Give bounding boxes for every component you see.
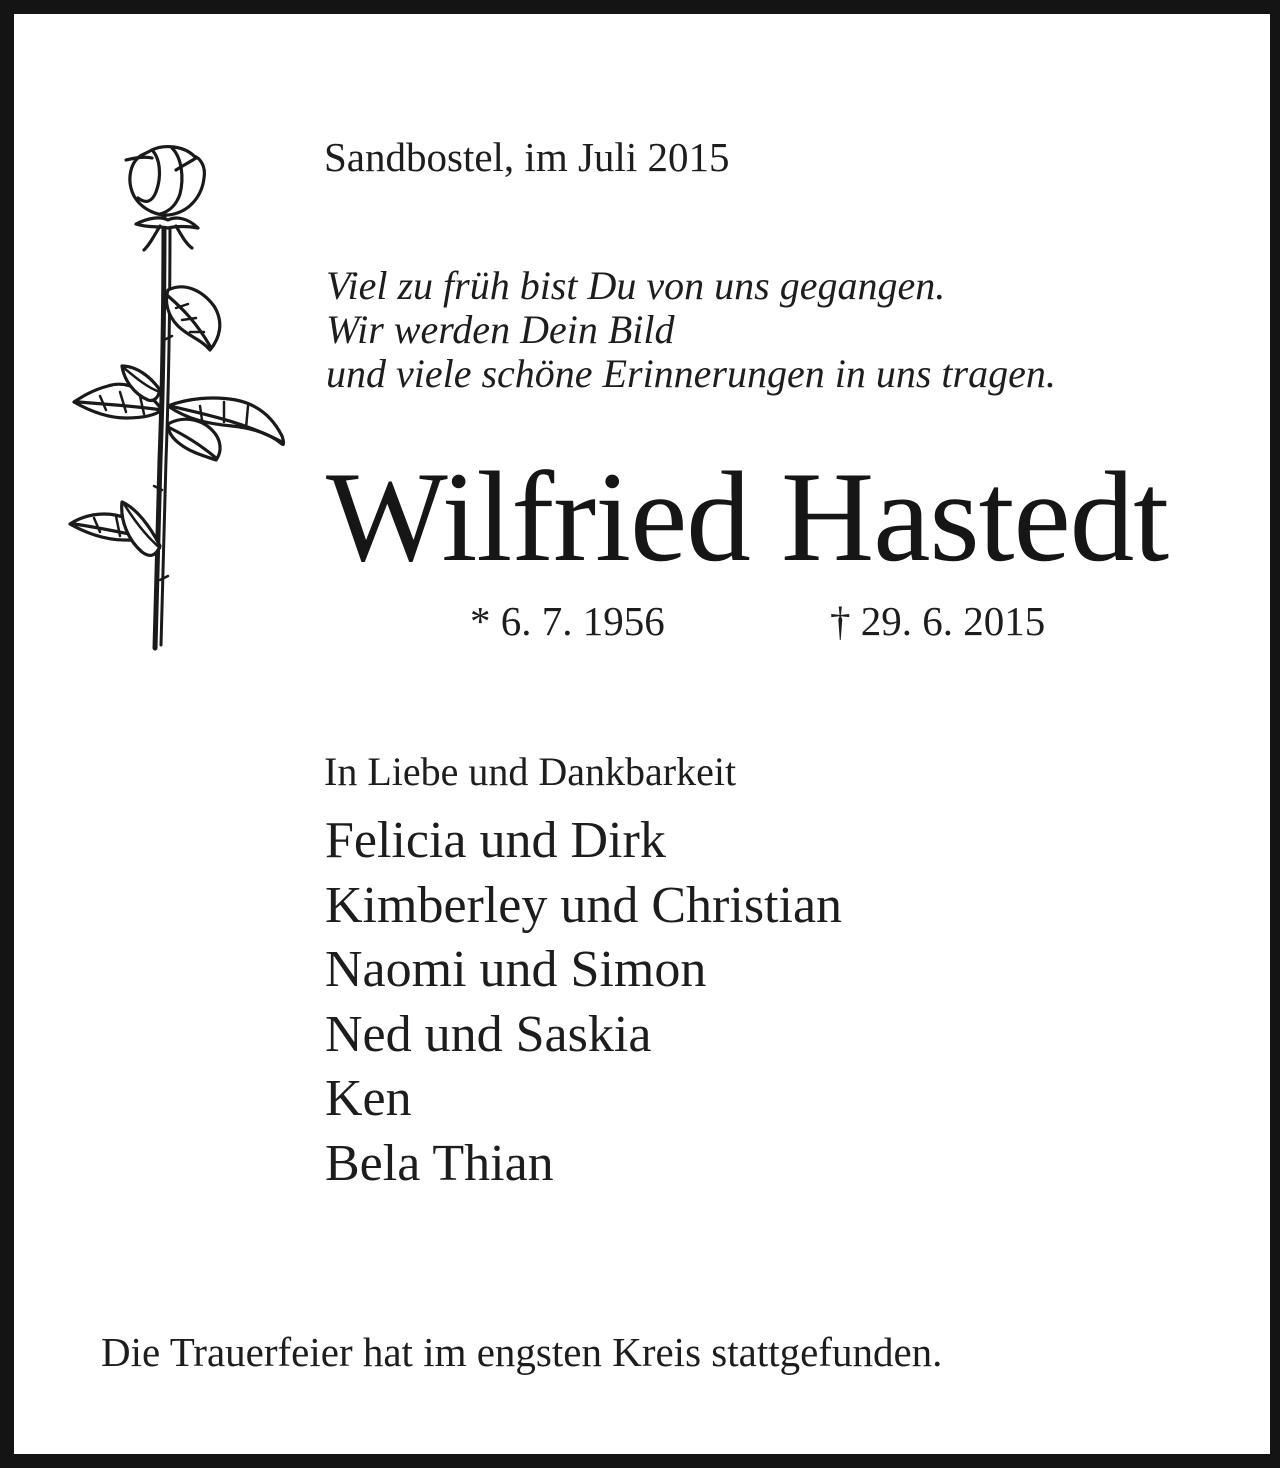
verse-line: Viel zu früh bist Du von uns gegangen.	[326, 263, 946, 308]
verse	[326, 264, 1056, 396]
mourner: Ken	[325, 1070, 412, 1127]
mourner: Bela Thian	[325, 1134, 554, 1192]
rose-icon	[64, 140, 294, 660]
mourner: Felicia und Dirk	[325, 812, 666, 869]
mourners-list	[325, 809, 842, 1196]
funeral-note: Die Trauerfeier hat im engsten Kreis stattgefunden.	[101, 1329, 943, 1375]
dedication: In Liebe und Dankbarkeit	[324, 749, 737, 794]
mourner: Ned und Saskia	[325, 1005, 652, 1063]
mourner: Kimberley und Christian	[325, 876, 843, 934]
death-date: † 29. 6. 2015	[830, 598, 1046, 644]
verse-line: Wir werden Dein Bild	[326, 307, 675, 352]
mourner: Naomi und Simon	[325, 941, 707, 998]
deceased-name: Wilfried Hastedt	[326, 445, 1169, 588]
place-date: Sandbostel, im Juli 2015	[324, 134, 730, 180]
verse-line: und viele schöne Erinnerungen in uns tragen.	[326, 351, 1056, 396]
birth-date: * 6. 7. 1956	[470, 598, 665, 644]
